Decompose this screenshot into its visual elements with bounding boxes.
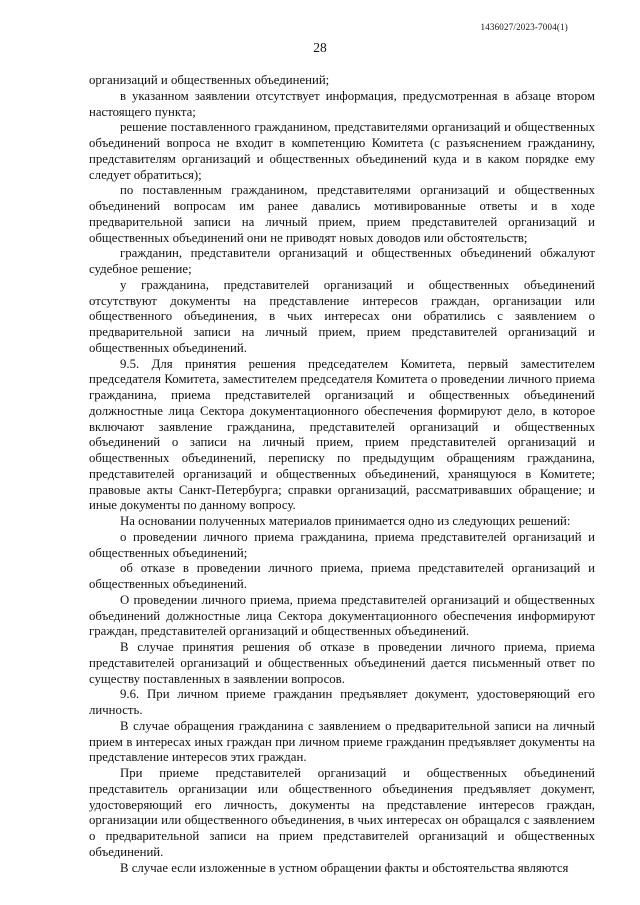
paragraph: В случае принятия решения об отказе в проведении личного приема, приема представителей организаций и общественных объединений дается письменный ответ по существу поставленных в заявлении вопросов. — [89, 640, 595, 686]
paragraph: о проведении личного приема гражданина, приема представителей организаций и общественных объединений; — [89, 529, 595, 560]
page-number: 28 — [313, 40, 327, 55]
paragraph: гражданин, представители организаций и общественных объединений обжалуют судебное решение; — [89, 246, 595, 276]
paragraph: организаций и общественных объединений; — [89, 73, 330, 87]
paragraph: В случае обращения гражданина с заявлением о предварительной записи на личный прием в интересах иных граждан при личном приеме гражданин предъявляет документы на представление интересов этих граждан. — [89, 718, 595, 765]
paragraph: у гражданина, представителей организаций и общественных объединений отсутствуют документы на представление интересов граждан, организации или общественного объединения, в чьих интересах они обратились с заявлением о предварительной записи на личный прием, прием представителей организаций и общественных объединений. — [89, 277, 595, 355]
paragraph: При приеме представителей организаций и общественных объединений представитель организации или общественного объединения предъявляет документ, удостоверяющий его личность, документы на представление интересов граждан, организации или общественного объединения, в чьих интересах он обращался с заявлением о предварительной записи на прием представителей организаций и общественных объединений. — [89, 766, 595, 859]
document-id: 1436027/2023-7004(1) — [480, 22, 568, 32]
paragraph: решение поставленного гражданином, представителями организаций и общественных объединений вопроса не входит в компетенцию Комитета (с разъяснением гражданину, представителям организаций и общественных объединений куда и в каком порядке ему следует обратиться); — [89, 120, 595, 182]
paragraph: 9.6. При личном приеме гражданин предъявляет документ, удостоверяющий его личность. — [89, 687, 595, 717]
paragraph: по поставленным гражданином, представителями организаций и общественных объединений вопросам им ранее давались мотивированные ответы и в ходе предварительной записи на личный прием, прием представителей организаций и общественных объединений они не приводят новых доводов или обстоятельств; — [89, 183, 595, 245]
paragraph: в указанном заявлении отсутствует информация, предусмотренная в абзаце втором настоящего пункта; — [89, 88, 595, 119]
body-text — [89, 73, 595, 876]
paragraph: В случае если изложенные в устном обращении факты и обстоятельства являются — [120, 860, 569, 875]
paragraph: На основании полученных материалов принимается одно из следующих решений: — [120, 514, 571, 528]
paragraph: 9.5. Для принятия решения председателем Комитета, первый заместителем председателя Комитета, заместителем председателя Комитета о проведении личного приема гражданина, приема представителей организаций и общественных объединений должностные лица Сектора документационного обеспечения формируют дело, в которое включают заявление гражданина, представителей организаций и общественных объединений о записи на личный прием, прием представителей организаций и общественных объединений, переписку по предыдущим обращениям гражданина, представителей организаций и общественных объединений, хранящуюся в Комитете; правовые акты Санкт-Петербурга; справки организаций, рассматривавших обращение; и иные документы по данному вопросу. — [89, 356, 595, 513]
paragraph: об отказе в проведении личного приема, приема представителей организаций и общественных объединений. — [89, 561, 595, 591]
paragraph: О проведении личного приема, приема представителей организаций и общественных объединений должностные лица Сектора документационного обеспечения информируют граждан, представителей организаций и общественных объединений. — [89, 592, 595, 639]
